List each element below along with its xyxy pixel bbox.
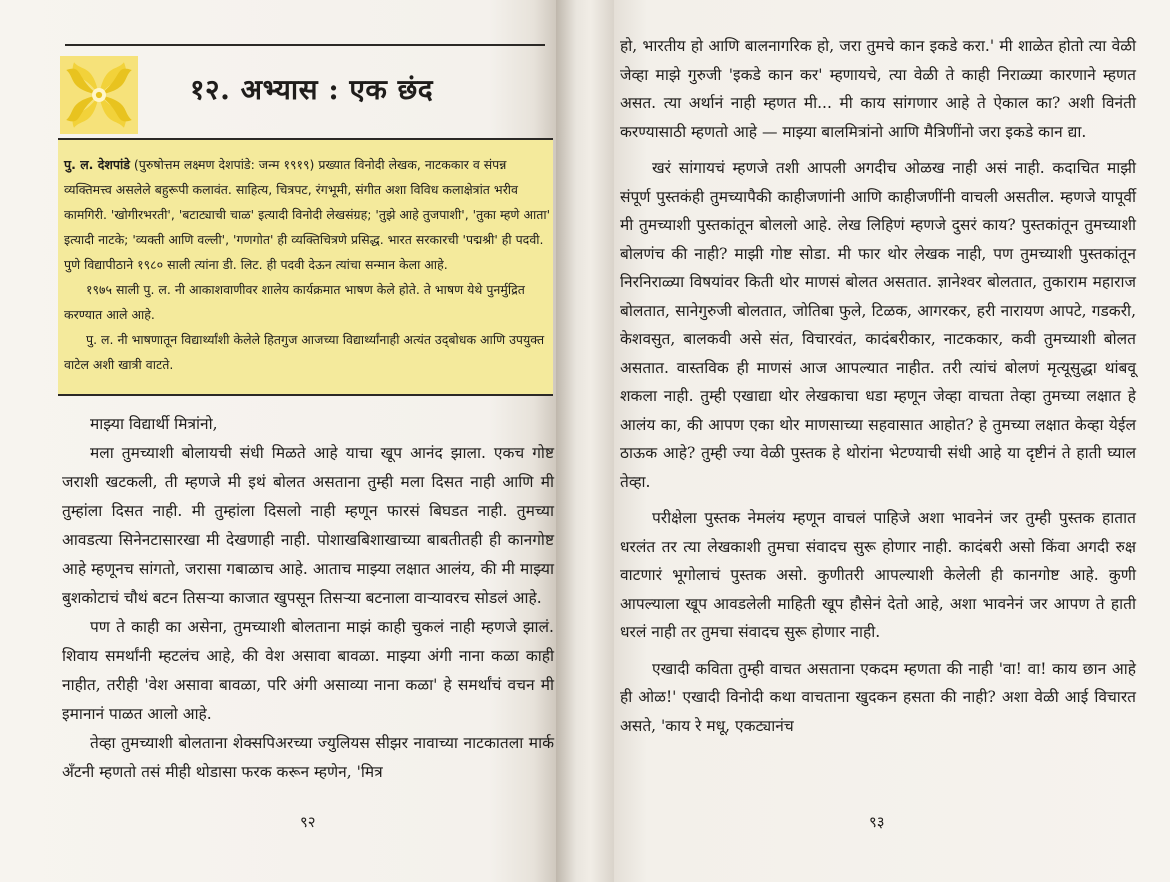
left-paragraph: पण ते काही का असेना, तुमच्याशी बोलताना माझं काही चुकलं नाही म्हणजे झालं. शिवाय समर्थांनी म्हटलंच आहे, की वेश असावा बावळा. माझ्या अंगी नाना कळा काही नाहीत, तरीही 'वेश असावा बावळा, परि अंगी असाव्या नाना कळा' हे समर्थांचं वचन मी इमानानं पाळत आलो आहे. [62,618,554,723]
left-paragraph: तेव्हा तुमच्याशी बोलताना शेक्सपिअरच्या ज्युलियस सीझर नावाच्या नाटकातला मार्क अँटनी म्हणतो तसं मीही थोडासा फरक करून म्हणेन, 'मित्र [62,734,554,781]
right-page [614,0,1170,882]
book-gutter [556,0,614,882]
bio-paragraph-2: १९७५ साली पु. ल. नी आकाशवाणीवर शालेय कार्यक्रमात भाषण केले होते. ते भाषण येथे पुनर्मुद्रित करण्यात आले आहे. [64,282,525,322]
bio-paragraph-1 [64,152,553,277]
right-paragraph: एखादी कविता तुम्ही वाचत असताना एकदम म्हणता की नाही 'वा! वा! काय छान आहे ही ओळ!' एखादी विनोदी कथा वाचताना खुदकन हसता की नाही? अशा वेळी आई विचारत असते, 'काय रे मधू, एकट्यानंच [620,659,1136,735]
chapter-title: १२. अभ्यास : एक छंद [190,73,434,106]
page-number-left: ९२ [300,813,316,831]
top-rule [65,44,545,46]
bio-text-1: (पुरुषोत्तम लक्ष्मण देशपांडे: जन्म १९१९) प्रख्यात विनोदी लेखक, नाटककार व संपन्न व्यक्तिमत्त्व असलेले बहुरूपी कलावंत. साहित्य, चित्रपट, रंगभूमी, संगीत अशा विविध कलाक्षेत्रांत भरीव कामगिरी. 'खोगीरभरती', 'बटाट्याची चाळ' इत्यादी विनोदी लेखसंग्रह; 'तुझे आहे तुजपाशी', 'तुका म्हणे आता' इत्यादी नाटके; 'व्यक्ती आणि वल्ली', 'गणगोत' ही व्यक्तिचित्रणे प्रसिद्ध. भारत सरकारची 'पद्मश्री' ही पदवी. पुणे विद्यापीठाने १९८० साली त्यांना डी. लिट. ही पदवी देऊन त्यांचा सन्मान केला आहे. [64,157,551,272]
left-body-text [62,410,554,787]
left-paragraph: मला तुमच्याशी बोलायची संधी मिळते आहे याचा खूप आनंद झाला. एकच गोष्ट जराशी खटकली, ती म्हणजे मी इथं बोलत असताना तुम्ही मला दिसत नाही आणि मी तुम्हांला दिसत नाही. मी तुम्हांला दिसलो नाही म्हणून फारसं बिघडत नाही. तुमच्या आवडत्या सिनेनटासारखा मी देखणाही नाही. पोशाखबिशाखाच्या बाबतीतही ही कानगोष्ट आहे म्हणूनच सांगतो, जरासा गबाळाच आहे. आताच माझ्या लक्षात आलंय, की मी माझ्या बुशकोटाचं चौथं बटन तिसऱ्या काजात खुपसून तिसऱ्या बटनाला वाऱ्यावरच सोडलं आहे. [62,444,554,607]
page-number-right: ९३ [869,813,885,831]
author-name: पु. ल. देशपांडे [64,157,130,172]
author-bio-box [58,138,553,396]
greeting: माझ्या विद्यार्थी मित्रांनो, [90,415,218,433]
right-paragraph: हो, भारतीय हो आणि बालनागरिक हो, जरा तुमचे कान इकडे करा.' मी शाळेत होतो त्या वेळी जेव्हा माझे गुरुजी 'इकडे कान कर' म्हणायचे, त्या वेळी ते काही निराळ्या कारणाने म्हणत असत. त्या अर्थानं नाही म्हणत मी... मी काय सांगणार आहे ते ऐकाल का? अशी विनंती करण्यासाठी म्हणतो आहे — माझ्या बालमित्रांनो आणि मैत्रिणींनो जरा इकडे कान द्या. [620,37,1137,141]
floral-ornament-icon [60,56,138,134]
bio-paragraph-3: पु. ल. नी भाषणातून विद्यार्थ्यांशी केलेले हितगुज आजच्या विद्यार्थ्यांनाही अत्यंत उद्‌बोधक आणि उपयुक्त वाटेल अशी खात्री वाटते. [64,332,545,372]
left-page [0,0,556,882]
right-paragraph: खरं सांगायचं म्हणजे तशी आपली अगदीच ओळख नाही असं नाही. कदाचित माझी संपूर्ण पुस्तकंही तुमच्यापैकी काहीजणांनी आणि काहीजणींनी वाचली असतील. म्हणजे यापूर्वी मी तुमच्याशी पुस्तकांतून बोललो आहे. लेख लिहिणं म्हणजे दुसरं काय? पुस्तकांतून तुमच्याशी बोलणंच की नाही? माझी गोष्ट सोडा. मी फार थोर लेखक नाही, पण तुमच्याशी पुस्तकांतून निरनिराळ्या विषयांवर किती थोर माणसं बोलत असतात. ज्ञानेश्वर बोलतात, तुकाराम महाराज बोलतात, सानेगुरुजी बोलतात, जोतिबा फुले, टिळक, आगरकर, हरी नारायण आपटे, गडकरी, केशवसुत, बालकवी असे संत, विचारवंत, कादंबरीकार, नाटककार, कवी तुमच्याशी बोलत असतात. वास्तविक ही माणसं आज आपल्यात नाहीत. तरी त्यांचं बोलणं मृत्यूसुद्धा थांबवू शकला नाही. तुम्ही एखाद्या थोर लेखकाचा धडा म्हणून जेव्हा वाचता तेव्हा तुमच्या लक्षात हे आलंय का, की आपण एका थोर माणसाच्या सहवासात आहोत? हे तुमच्या लक्षात केव्हा येईल ठाऊक आहे? तुम्ही ज्या वेळी पुस्तक हे थोरांना भेटण्याची संधी आहे या दृष्टीनं ते हाती घ्याल तेव्हा. [620,159,1136,491]
right-body-text [620,32,1136,740]
right-paragraph: परीक्षेला पुस्तक नेमलंय म्हणून वाचलं पाहिजे अशा भावनेनं जर तुम्ही पुस्तक हातात धरलंत तर त्या लेखकाशी तुमचा संवादच सुरू होणार नाही. कादंबरी असो किंवा अगदी रुक्ष वाटणारं भूगोलाचं पुस्तक असो. कुणीतरी आपल्याशी केलेली ही कानगोष्ट आहे. कुणी आपल्याला खूप आवडलेली माहिती खूप हौसेनं देतो आहे, अशा भावनेनं जर आपण ते हाती धरलं नाही तर तुमचा संवादच सुरू होणार नाही. [620,509,1136,641]
